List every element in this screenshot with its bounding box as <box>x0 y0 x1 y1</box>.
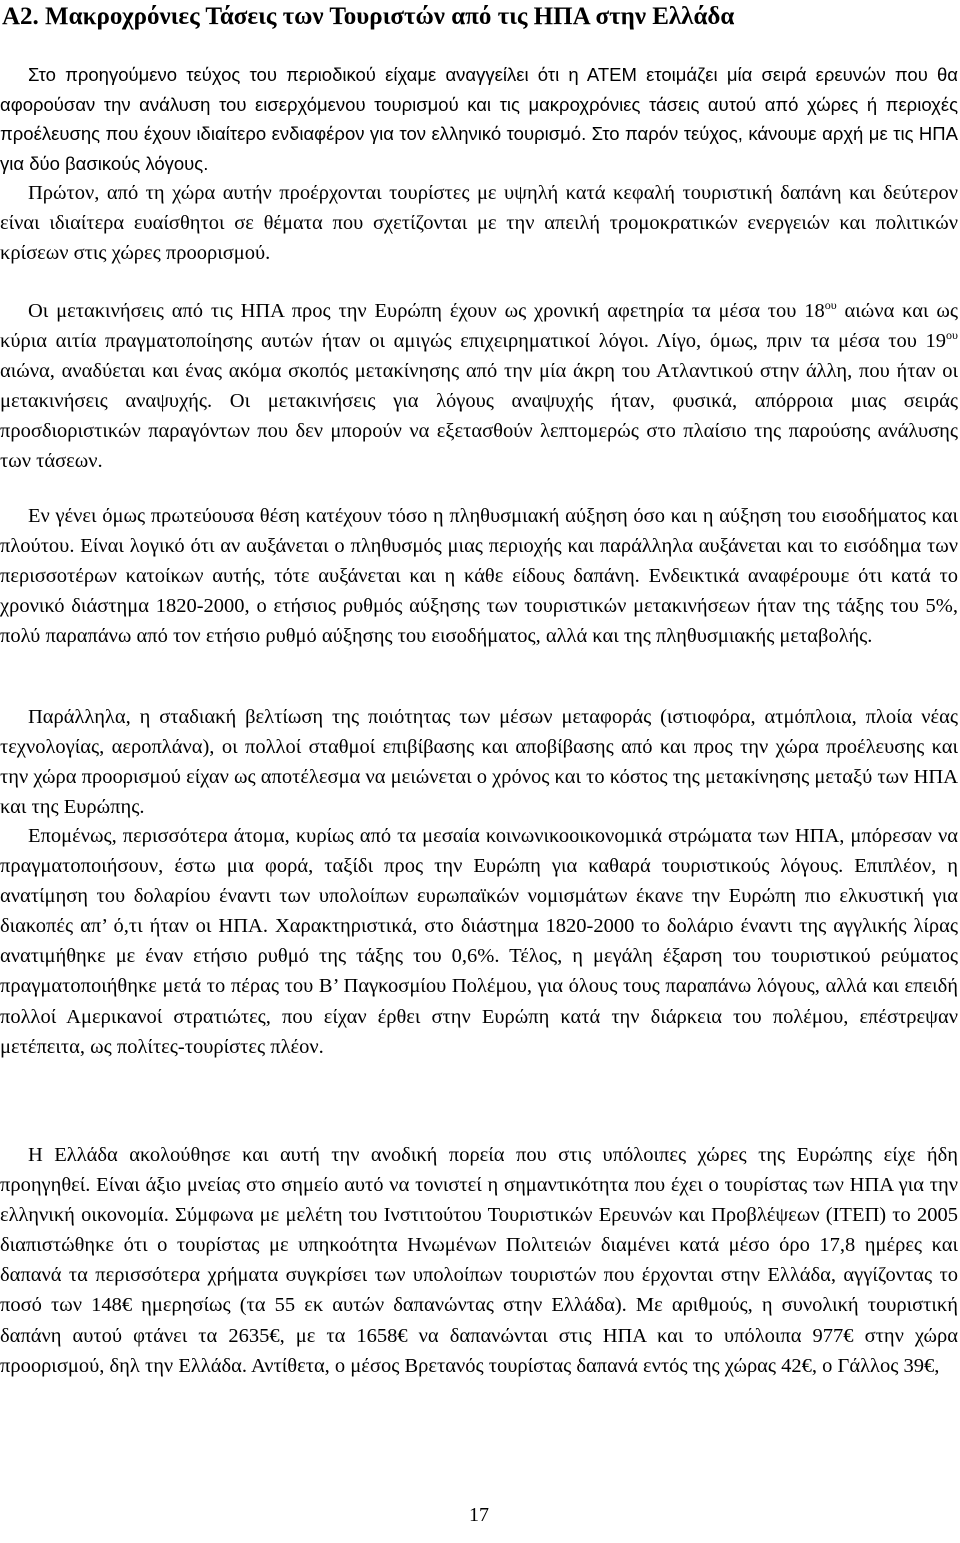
ordinal-superscript-19th: ου <box>946 328 958 343</box>
movement-text-3: αιώνα, αναδύεται και ένας ακόμα σκοπός μετακίνησης από την μία άκρη του Ατλαντικού στην άλλη, που ήταν οι μετακινήσεις αναψυχής. Οι μετακινήσεις για λόγους αναψυχής ήταν, φυσικά, απόρροια μιας σειράς προσδιοριστικών παραγόντων που δεν μπορούν να εξετασθούν λεπτομερώς στο πλαίσιο της παρούσης ανάλυσης των τάσεων. <box>0 360 958 473</box>
intro-paragraph-continuation <box>0 178 958 268</box>
ordinal-superscript-18th: ου <box>824 298 837 312</box>
movement-paragraph <box>0 296 958 477</box>
intro-text-part-a: Στο προηγούμενο τεύχος του περιοδικού είχαμε αναγγείλει ότι η ΑΤΕΜ ετοιμάζει μία σειρά ερευνών που θα αφορούσαν την ανάλυση του εισερχόμενου τουρισμού και τις μακροχρόνιες τάσεις αυτού από χώρες ή περιοχές προέλευσης που έχουν ιδιαίτερο ενδιαφέρον για τον ελληνικό τουρισμό. Στο παρόν τεύχος, κάνουμε αρχή με τις ΗΠΑ για δύο βασικούς λόγους. <box>0 64 958 174</box>
transport-paragraph: Παράλληλα, η σταδιακή βελτίωση της ποιότητας των μέσων μεταφοράς (ιστιοφόρα, ατμόπλοια, πλοία νέας τεχνολογίας, αεροπλάνα), οι πολλοί σταθμοί επιβίβασης και αποβίβασης από και προς την χώρα προέλευσης και την χώρα προορισμού είχαν ως αποτέλεσμα να μειώνεται ο χρόνος και το κόστος της μετακίνησης μεταξύ των ΗΠΑ και της Ευρώπης. <box>0 706 958 819</box>
greece-paragraph: Η Ελλάδα ακολούθησε και αυτή την ανοδική πορεία που στις υπόλοιπες χώρες της Ευρώπης είχε ήδη προηγηθεί. Είναι άξιο μνείας στο σημείο αυτό να τονιστεί η σημαντικότητα που έχει ο τουρίστας των ΗΠΑ για την ελληνική οικονομία. Σύμφωνα με μελέτη του Ινστιτούτου Τουριστικών Ερευνών και Προβλέψεων (ΙΤΕΠ) το 2005 διαπιστώθηκε ότι ο τουρίστας με υπηκοότητα Ηνωμένων Πολιτειών διαμένει κατά μέσο όρο 17,8 ημέρες και δαπανά τα περισσότερα χρήματα συγκρίσει των υπολοίπων τουριστών που έρχονται στην Ελλάδα, αγγίζοντας το ποσό των 148€ ημερησίως (τα 55 εκ αυτών δαπανώντας στην Ελλάδα). Με αριθμούς, η συνολική τουριστική δαπάνη αυτού φτάνει τα 2635€, με τα 1658€ να δαπανώνται στις ΗΠΑ και το υπόλοιπα 977€ στην χώρα προορισμού, δηλ την Ελλάδα. Αντίθετα, ο μέσος Βρετανός τουρίστας δαπανά εντός της χώρας 42€, ο Γάλλος 39€, <box>0 1144 958 1377</box>
intro-text-part-b: Πρώτον, από τη χώρα αυτήν προέρχονται τουρίστες με υψηλή κατά κεφαλή τουριστική δαπάνη και δεύτερον είναι ιδιαίτερα ευαίσθητοι σε θέματα που σχετίζονται με την απειλή τρομοκρατικών ενεργειών και πολιτικών κρίσεων στις χώρες προορισμού. <box>0 182 958 265</box>
movement-text-2: αιώνα και ως κύρια αιτία πραγματοποίησης αυτών ήταν οι αμιγώς επιχειρηματικοί λόγοι. Λίγο, όμως, πριν τα μέσα του 19 <box>0 300 958 353</box>
movement-text-1: Οι μετακινήσεις από τις ΗΠΑ προς την Ευρώπη έχουν ως χρονική αφετηρία τα μέσα του 18 <box>28 300 825 322</box>
consequence-paragraph: Επομένως, περισσότερα άτομα, κυρίως από τα μεσαία κοινωνικοοικονομικά στρώματα των ΗΠΑ, μπόρεσαν να πραγματοποιήσουν, έστω μια φορά, ταξίδι προς την Ευρώπη για καθαρά τουριστικούς λόγους. Επιπλέον, η ανατίμηση του δολαρίου έναντι των υπολοίπων ευρωπαϊκών νομισμάτων έκανε την Ευρώπη πιο ελκυστική για διακοπές απ’ ό,τι ήταν οι ΗΠΑ. Χαρακτηριστικά, στο διάστημα 1820-2000 το δολάριο έναντι της αγγλικής λίρας ανατιμήθηκε με έναν ετήσιο ρυθμό της τάξης του 0,6%. Τέλος, η μεγάλη έξαρση του τουριστικού ρεύματος πραγματοποιήθηκε μετά το πέρας του Β’ Παγκοσμίου Πολέμου, για όλους τους παραπάνω λόγους, αλλά και επειδή πολλοί Αμερικανοί στρατιώτες, που είχαν έρθει στην Ευρώπη κατά την διάρκεια του πολέμου, επέστρεψαν μετέπειτα, ως πολίτες-τουρίστες πλέον. <box>0 825 958 1058</box>
page-number: 17 <box>469 1504 489 1526</box>
intro-paragraph <box>0 60 958 178</box>
section-heading: Α2. Μακροχρόνιες Τάσεις των Τουριστών από τις ΗΠΑ στην Ελλάδα <box>2 3 735 30</box>
income-paragraph: Εν γένει όμως πρωτεύουσα θέση κατέχουν τόσο η πληθυσμιακή αύξηση όσο και η αύξηση του εισοδήματος και πλούτου. Είναι λογικό ότι αν αυξάνεται ο πληθυσμός μιας περιοχής και παράλληλα αυξάνεται και το εισόδημα των περισσοτέρων κατοίκων αυτής, τότε αυξάνεται και η κάθε είδους δαπάνη. Ενδεικτικά αναφέρουμε ότι κατά το χρονικό διάστημα 1820-2000, ο ετήσιος ρυθμός αύξησης των τουριστικών μετακινήσεων ήταν της τάξης του 5%, πολύ παραπάνω από τον ετήσιο ρυθμό αύξησης του εισοδήματος, αλλά και της πληθυσμιακής μεταβολής. <box>0 505 958 648</box>
